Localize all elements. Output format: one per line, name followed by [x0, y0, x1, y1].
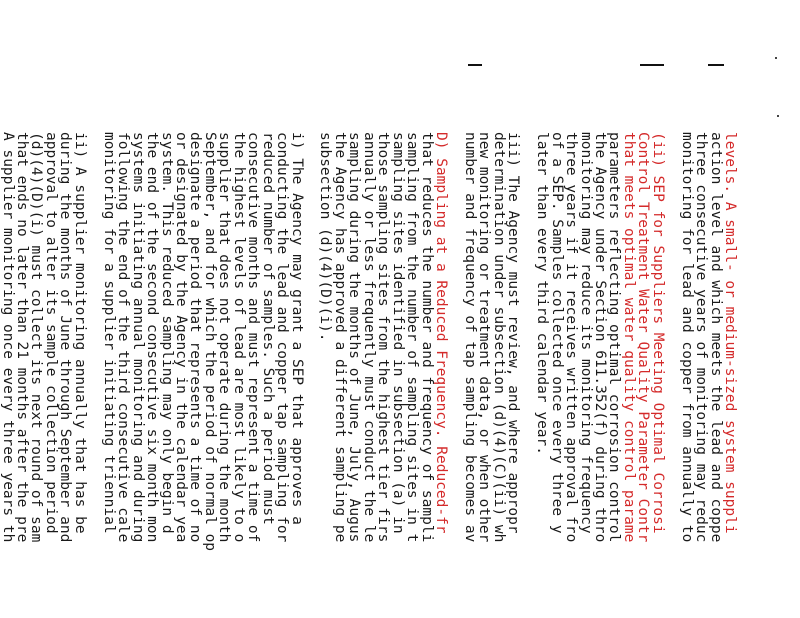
document-line: later than every third calendar year. [534, 132, 551, 456]
document-line: ii) A supplier monitoring annually that has be [71, 132, 88, 534]
document-line: sampling during the months of June, July, Augus [346, 132, 363, 543]
document-line: (ii) SEP for Suppliers Meeting Optimal Corrosi [649, 132, 666, 534]
document-line: three years if it receives written approval fro [563, 132, 579, 543]
document-line: D) Sampling at a Reduced Frequency. Reduced-fr [433, 132, 449, 534]
document-line: the highest levels of lead are most likely to o [230, 132, 247, 543]
document-line: conducting the lead and copper tap sampling for [274, 132, 291, 543]
document-line: sampling sites identified in subsection (a) in [389, 132, 406, 534]
document-line: sampling from the number of sampling sites in t [404, 132, 421, 543]
document-line: three consecutive years of monitoring may reduc [693, 132, 710, 543]
scan-mark [640, 64, 664, 66]
document-line: annually or less frequently must conduct the le [360, 132, 377, 543]
document-line: the Agency under Section 611.352(f) during thro [592, 132, 608, 543]
document-line: following the end of the third consecutive cale [115, 132, 132, 543]
scan-speck [777, 115, 779, 117]
document-line: reduced number of samples. Such a period must [259, 132, 276, 525]
document-line: designate a period that represents a time of no [187, 132, 204, 543]
document-line: levels. A small- or medium-sized system suppli [722, 132, 738, 534]
document-line: the end of the second consecutive six month mon [144, 132, 160, 543]
document-line: number and frequency of tap sampling becomes av [461, 132, 478, 543]
document-line: system. This reduced sampling may only begin d [158, 132, 175, 534]
document-line: of a SEP. Samples collected once every three y [548, 132, 565, 534]
document-line: the Agency has approved a different sampling pe [331, 132, 348, 543]
document-line: approval to alter its sample collection period [42, 132, 59, 534]
scan-speck [775, 57, 777, 59]
document-line: or designated by the Agency in the calendar yea [172, 132, 189, 543]
document-line: that reduces the number and frequency of sampli [418, 132, 435, 543]
document-line: new monitoring or treatment data, or when other [476, 132, 493, 543]
document-line: iii) The Agency must review, and where appropr [505, 132, 522, 534]
document-line: September, and for which the period of normal op [201, 132, 218, 552]
document-line: action level and which meets the lead and coppe [707, 132, 724, 543]
document-line: systems initiating annual monitoring and during [129, 132, 146, 543]
document-line: consecutive months and must represent a time of [245, 132, 262, 543]
document-line: Control Treatment Water Quality Parameter Contr [635, 132, 652, 543]
scan-mark [708, 64, 724, 66]
document-line: supplier that does not operate during the month [216, 132, 233, 543]
scan-mark [468, 64, 482, 66]
document-line: those sampling sites from the highest tier firs [375, 132, 392, 543]
document-line: that ends no later than 21 months after the pre [14, 132, 30, 543]
document-line: that meets optimal water quality control parame [620, 132, 637, 543]
document-line: subsection (d)(4)(D)(i). [317, 132, 334, 342]
document-line: A supplier monitoring once every three years th [0, 132, 16, 543]
document-line: (d)(4)(D)(i) must collect its next round of sam [28, 132, 45, 543]
document-line: monitoring may reduce its monitoring frequency [577, 132, 594, 534]
document-line: parameters reflecting optimal corrosion control [606, 132, 623, 543]
document-line: determination under subsection (d)(4)(C)(ii) wh [490, 132, 507, 543]
document-line: i) The Agency may grant a SEP that approves a [288, 132, 305, 525]
document-line: monitoring for a supplier initiating triennial [100, 132, 117, 534]
document-line: monitoring for lead and copper from annually to [678, 132, 695, 543]
document-line: during the months of June through September and [57, 132, 74, 543]
